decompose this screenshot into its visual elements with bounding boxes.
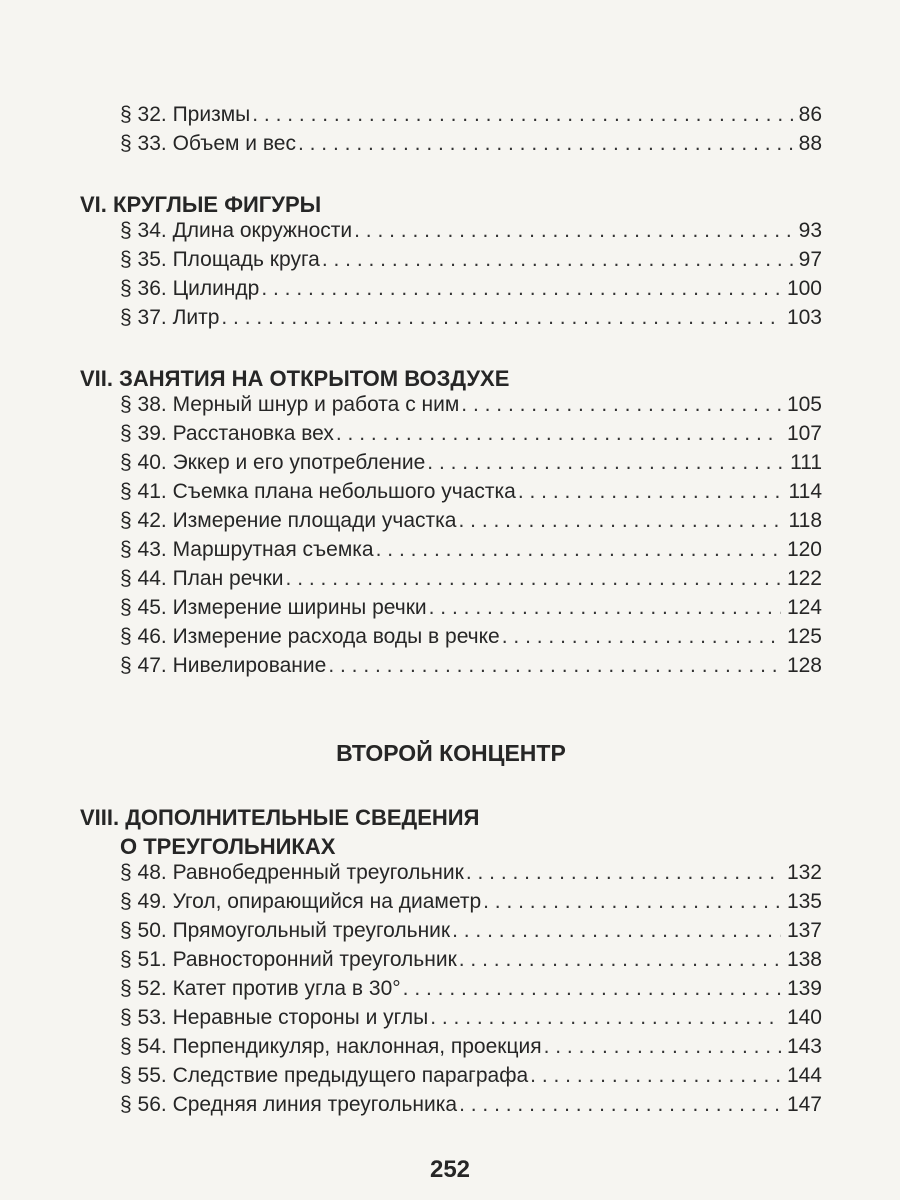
leader-dots [261, 277, 781, 301]
entry-title: Длина окружности [172, 219, 353, 242]
leader-dots [221, 306, 781, 330]
toc-entry [80, 948, 822, 977]
leader-dots [530, 1064, 781, 1088]
toc-entry [80, 306, 822, 335]
leader-dots [298, 132, 793, 156]
entry-title: Эккер и его употребление [172, 451, 426, 474]
entry-page: 107 [786, 422, 822, 445]
entry-page: 138 [786, 948, 822, 971]
leader-dots [452, 919, 781, 943]
entry-title: Расстановка вех [172, 422, 334, 445]
leader-dots [336, 422, 781, 446]
section-number: § 56. [120, 1093, 167, 1116]
leader-dots [252, 103, 792, 127]
toc-entry [80, 861, 822, 890]
section-number: § 53. [120, 1006, 167, 1029]
toc-entry [80, 219, 822, 248]
leader-dots [466, 861, 781, 885]
entry-title: Следствие предыдущего параграфа [172, 1064, 529, 1087]
entry-title: Маршрутная съемка [172, 538, 374, 561]
leader-dots [483, 890, 781, 914]
entry-page: 93 [798, 219, 822, 242]
section-number: § 54. [120, 1035, 167, 1058]
section-number: § 37. [120, 306, 167, 329]
toc-entry [80, 567, 822, 596]
section-number: § 49. [120, 890, 167, 913]
entry-page: 147 [786, 1093, 822, 1116]
section-number: § 41. [120, 480, 167, 503]
entry-page: 144 [786, 1064, 822, 1087]
entry-title: Съемка плана небольшого участка [172, 480, 516, 503]
section-number: § 46. [120, 625, 167, 648]
section-number: § 44. [120, 567, 167, 590]
section-heading-viii: VIII. ДОПОЛНИТЕЛЬНЫЕ СВЕДЕНИЯ [80, 805, 480, 830]
section-number: § 55. [120, 1064, 167, 1087]
toc-entry [80, 1035, 822, 1064]
entry-page: 100 [786, 277, 822, 300]
toc-entry [80, 1064, 822, 1093]
entry-title: Измерение расхода воды в речке [172, 625, 500, 648]
toc-entry [80, 538, 822, 567]
section-number: § 39. [120, 422, 167, 445]
entry-title: Угол, опирающийся на диаметр [172, 890, 482, 913]
toc-entry [80, 654, 822, 683]
toc-entry [80, 596, 822, 625]
entry-page: 114 [788, 480, 822, 503]
section-number: § 42. [120, 509, 167, 532]
leader-dots [403, 977, 781, 1001]
entry-title: Нивелирование [172, 654, 327, 677]
toc-entry [80, 480, 822, 509]
toc-group-vii [80, 393, 822, 683]
entry-page: 124 [786, 596, 822, 619]
toc-group-viii [80, 861, 822, 1122]
section-number: § 47. [120, 654, 167, 677]
entry-page: 125 [786, 625, 822, 648]
entry-title: Призмы [172, 103, 251, 126]
entry-title: Измерение ширины речки [172, 596, 427, 619]
entry-page: 86 [798, 103, 822, 126]
leader-dots [286, 567, 781, 591]
entry-page: 111 [790, 451, 822, 474]
leader-dots [461, 393, 781, 417]
entry-page: 97 [798, 248, 822, 271]
entry-title: Перпендикуляр, наклонная, проекция [172, 1035, 542, 1058]
toc-group-vi [80, 219, 822, 335]
entry-title: Измерение площади участка [172, 509, 457, 532]
entry-title: Неравные стороны и углы [172, 1006, 429, 1029]
entry-page: 137 [786, 919, 822, 942]
toc-entry [80, 277, 822, 306]
section-number: § 38. [120, 393, 167, 416]
entry-title: Катет против угла в 30° [172, 977, 401, 1000]
section-number: § 43. [120, 538, 167, 561]
leader-dots [354, 219, 793, 243]
entry-title: Объем и вес [172, 132, 296, 155]
toc-entry [80, 1093, 822, 1122]
section-number: § 40. [120, 451, 167, 474]
section-heading-vi: VI. КРУГЛЫЕ ФИГУРЫ [80, 192, 322, 217]
entry-title: Равнобедренный треугольник [172, 861, 464, 884]
section-number: § 48. [120, 861, 167, 884]
toc-group-top [80, 103, 822, 161]
section-number: § 50. [120, 919, 167, 942]
leader-dots [502, 625, 781, 649]
entry-page: 140 [786, 1006, 822, 1029]
leader-dots [518, 480, 783, 504]
toc-entry [80, 451, 822, 480]
toc-entry [80, 393, 822, 422]
leader-dots [376, 538, 781, 562]
entry-page: 135 [786, 890, 822, 913]
table-of-contents [80, 103, 822, 1122]
entry-title: Средняя линия треугольника [172, 1093, 458, 1116]
toc-entry [80, 625, 822, 654]
section-number: § 45. [120, 596, 167, 619]
toc-entry [80, 977, 822, 1006]
toc-entry [80, 919, 822, 948]
section-heading-viii-continued: О ТРЕУГОЛЬНИКАХ [120, 834, 336, 859]
entry-title: Прямоугольный треугольник [172, 919, 451, 942]
leader-dots [459, 1093, 781, 1117]
leader-dots [328, 654, 781, 678]
toc-entry [80, 132, 822, 161]
entry-title: Равносторонний треугольник [172, 948, 457, 971]
part-title: ВТОРОЙ КОНЦЕНТР [336, 740, 566, 766]
entry-page: 122 [786, 567, 822, 590]
section-heading-vii: VII. ЗАНЯТИЯ НА ОТКРЫТОМ ВОЗДУХЕ [80, 366, 510, 391]
entry-title: Литр [172, 306, 220, 329]
entry-page: 139 [786, 977, 822, 1000]
leader-dots [459, 948, 781, 972]
entry-page: 120 [786, 538, 822, 561]
leader-dots [322, 248, 793, 272]
entry-page: 118 [788, 509, 822, 532]
section-number: § 33. [120, 132, 167, 155]
toc-entry [80, 509, 822, 538]
entry-title: Мерный шнур и работа с ним [172, 393, 460, 416]
entry-title: Площадь круга [172, 248, 320, 271]
entry-page: 105 [786, 393, 822, 416]
entry-page: 143 [786, 1035, 822, 1058]
toc-entry [80, 890, 822, 919]
entry-page: 128 [786, 654, 822, 677]
toc-entry [80, 248, 822, 277]
section-number: § 32. [120, 103, 167, 126]
toc-entry [80, 103, 822, 132]
section-number: § 36. [120, 277, 167, 300]
entry-title: План речки [172, 567, 284, 590]
leader-dots [458, 509, 782, 533]
leader-dots [430, 1006, 781, 1030]
toc-entry [80, 1006, 822, 1035]
section-number: § 34. [120, 219, 167, 242]
entry-title: Цилиндр [172, 277, 260, 300]
section-number: § 35. [120, 248, 167, 271]
section-number: § 51. [120, 948, 167, 971]
page-number: 252 [429, 1156, 471, 1183]
leader-dots [427, 451, 784, 475]
leader-dots [544, 1035, 781, 1059]
section-number: § 52. [120, 977, 167, 1000]
entry-page: 103 [786, 306, 822, 329]
entry-page: 88 [798, 132, 822, 155]
entry-page: 132 [786, 861, 822, 884]
toc-entry [80, 422, 822, 451]
leader-dots [429, 596, 781, 620]
